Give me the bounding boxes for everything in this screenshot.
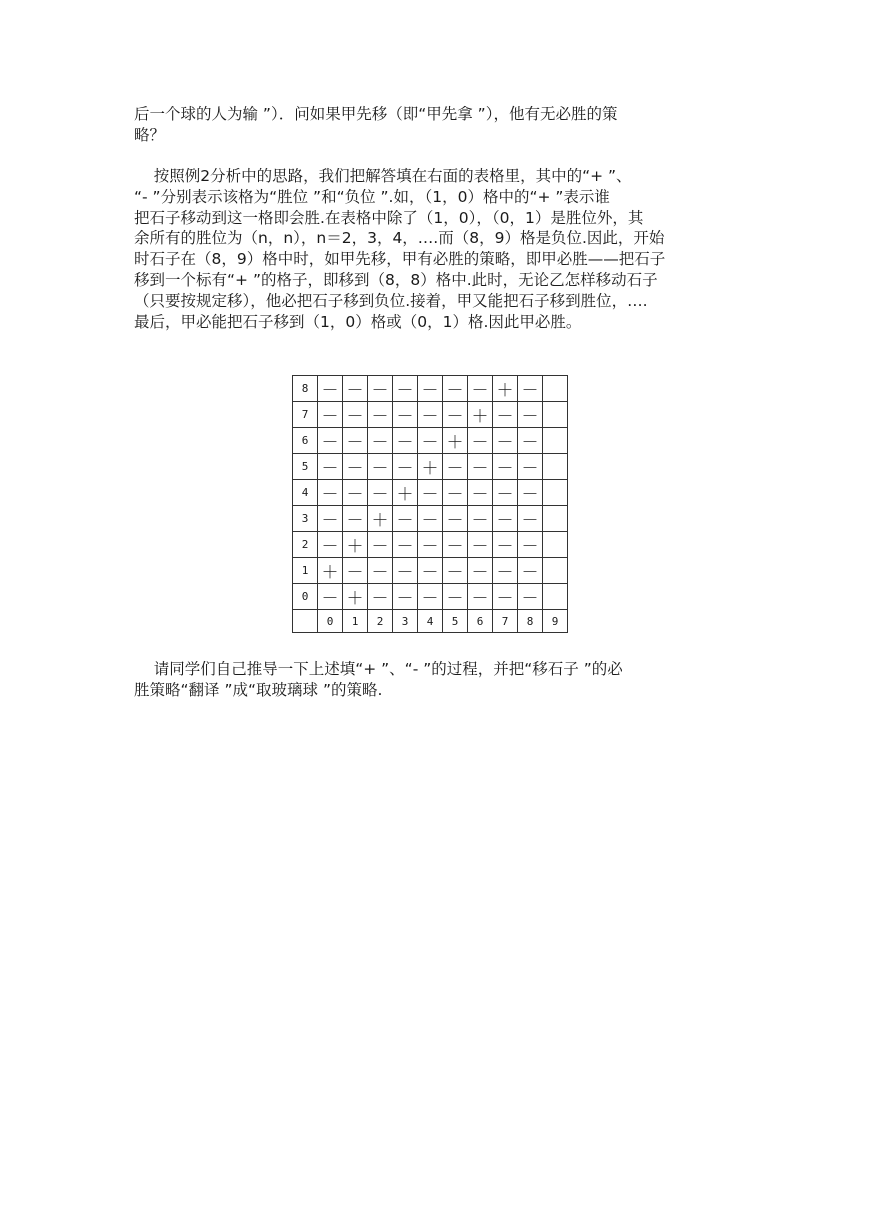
board-cell: － — [318, 532, 343, 558]
board-row — [293, 454, 568, 480]
text-line: 最后，甲必能把石子移到（1，0）格或（0，1）格.因此甲必胜。 — [134, 312, 582, 331]
board-cell: － — [468, 428, 493, 454]
column-label: 6 — [468, 610, 493, 633]
board-cell — [543, 558, 568, 584]
board-cell: － — [318, 428, 343, 454]
board-cell: － — [418, 402, 443, 428]
board-cell: ＋ — [468, 402, 493, 428]
row-label: 5 — [293, 454, 318, 480]
board-cell: － — [468, 454, 493, 480]
board-cell: － — [468, 558, 493, 584]
corner-cell — [293, 610, 318, 633]
row-label: 4 — [293, 480, 318, 506]
board-cell: － — [418, 558, 443, 584]
text-line: 请同学们自己推导一下上述填“+ ”、“- ”的过程，并把“移石子 ”的必 — [134, 660, 623, 678]
board-cell: － — [468, 532, 493, 558]
text-line: 时石子在（8，9）格中时，如甲先移，甲有必胜的策略，即甲必胜——把石子 — [134, 250, 666, 269]
board-cell: ＋ — [493, 376, 518, 402]
column-label: 0 — [318, 610, 343, 633]
board-cell: － — [493, 402, 518, 428]
column-label: 9 — [543, 610, 568, 633]
board-cell: － — [518, 532, 543, 558]
board-cell: － — [343, 506, 368, 532]
board-cell: － — [443, 480, 468, 506]
row-label: 0 — [293, 584, 318, 610]
board-row — [293, 402, 568, 428]
board-cell: － — [368, 428, 393, 454]
board-cell — [543, 454, 568, 480]
board-cell — [543, 506, 568, 532]
board-cell: － — [393, 454, 418, 480]
board-cell: － — [368, 558, 393, 584]
board-cell: － — [443, 532, 468, 558]
column-label: 4 — [418, 610, 443, 633]
column-label: 8 — [518, 610, 543, 633]
board-cell: － — [518, 428, 543, 454]
board-cell: － — [443, 558, 468, 584]
board-cell: － — [493, 506, 518, 532]
board-cell: － — [343, 428, 368, 454]
board-cell: － — [418, 506, 443, 532]
row-label: 3 — [293, 506, 318, 532]
board-row — [293, 532, 568, 558]
text-line: 把石子移动到这一格即会胜.在表格中除了（1，0），（0，1）是胜位外，其 — [134, 208, 644, 227]
board-cell — [543, 428, 568, 454]
text-line: 胜策略“翻译 ”成“取玻璃球 ”的策略. — [134, 680, 383, 699]
text-line: （只要按规定移），他必把石子移到负位.接着，甲又能把石子移到胜位，…. — [134, 291, 648, 310]
text-line: 后一个球的人为输 ”）．问如果甲先移（即“甲先拿 ”），他有无必胜的策 — [134, 105, 618, 123]
column-label: 1 — [343, 610, 368, 633]
board-cell: － — [468, 376, 493, 402]
board-cell: － — [318, 480, 343, 506]
board-cell: － — [393, 558, 418, 584]
board-cell: ＋ — [393, 480, 418, 506]
board-cell: － — [343, 402, 368, 428]
board-cell: － — [443, 584, 468, 610]
board-row — [293, 506, 568, 532]
board-cell: － — [518, 506, 543, 532]
board-cell: ＋ — [443, 428, 468, 454]
board-cell: － — [393, 506, 418, 532]
board-cell: － — [518, 584, 543, 610]
board-cell: － — [393, 428, 418, 454]
column-label: 5 — [443, 610, 468, 633]
board-cell: － — [368, 480, 393, 506]
paragraph-question — [134, 104, 734, 146]
board-cell — [543, 402, 568, 428]
board-cell: － — [393, 376, 418, 402]
game-board-table — [292, 375, 568, 633]
board-cell: － — [343, 558, 368, 584]
board-cell: － — [318, 506, 343, 532]
board-cell: － — [518, 480, 543, 506]
board-cell: ＋ — [318, 558, 343, 584]
board-cell: － — [393, 402, 418, 428]
board-cell: ＋ — [368, 506, 393, 532]
board-cell: － — [443, 454, 468, 480]
board-cell: ＋ — [418, 454, 443, 480]
board-cell: － — [418, 532, 443, 558]
board-cell: － — [343, 376, 368, 402]
board-cell: ＋ — [343, 532, 368, 558]
board-cell: － — [318, 376, 343, 402]
board-cell: － — [518, 402, 543, 428]
board-cell: － — [518, 454, 543, 480]
board-cell: － — [318, 584, 343, 610]
row-label: 2 — [293, 532, 318, 558]
board-cell: － — [493, 480, 518, 506]
column-label: 7 — [493, 610, 518, 633]
board-cell: － — [443, 402, 468, 428]
board-cell: － — [518, 558, 543, 584]
row-label: 8 — [293, 376, 318, 402]
board-cell: － — [318, 454, 343, 480]
board-cell — [543, 376, 568, 402]
board-cell: － — [318, 402, 343, 428]
text-line: “- ”分别表示该格为“胜位 ”和“负位 ”.如，（1，0）格中的“+ ”表示谁 — [134, 187, 610, 206]
board-cell: － — [368, 376, 393, 402]
text-line: 余所有的胜位为（n，n），n＝2，3，4，….而（8，9）格是负位.因此，开始 — [134, 229, 665, 248]
row-label: 6 — [293, 428, 318, 454]
board-cell: － — [493, 532, 518, 558]
column-label-row — [293, 610, 568, 633]
board-cell: － — [368, 454, 393, 480]
board-cell: － — [393, 532, 418, 558]
board-row — [293, 558, 568, 584]
board-cell — [543, 584, 568, 610]
board-cell: － — [418, 480, 443, 506]
board-cell — [543, 532, 568, 558]
text-line: 按照例2分析中的思路，我们把解答填在右面的表格里，其中的“+ ”、 — [134, 167, 632, 185]
board-row — [293, 584, 568, 610]
text-line: 移到一个标有“+ ”的格子，即移到（8，8）格中.此时，无论乙怎样移动石子 — [134, 270, 658, 289]
board-cell: － — [493, 454, 518, 480]
board-cell: － — [343, 454, 368, 480]
board-cell: － — [368, 402, 393, 428]
board-row — [293, 428, 568, 454]
row-label: 1 — [293, 558, 318, 584]
text-line: 略？ — [134, 125, 166, 144]
board-row — [293, 376, 568, 402]
row-label: 7 — [293, 402, 318, 428]
board-cell: － — [393, 584, 418, 610]
board-cell: － — [468, 480, 493, 506]
board-cell: － — [368, 532, 393, 558]
board-cell: － — [468, 584, 493, 610]
column-label: 2 — [368, 610, 393, 633]
paragraph-solution — [134, 166, 734, 332]
board-cell: － — [493, 428, 518, 454]
board-cell: － — [493, 558, 518, 584]
board-cell: － — [518, 376, 543, 402]
board-cell: － — [468, 506, 493, 532]
board-cell: － — [343, 480, 368, 506]
board-cell: － — [418, 376, 443, 402]
paragraph-exercise — [134, 659, 734, 701]
board-cell: － — [493, 584, 518, 610]
board-cell: － — [443, 376, 468, 402]
board-cell: － — [368, 584, 393, 610]
board-row — [293, 480, 568, 506]
board-cell — [543, 480, 568, 506]
board-cell: － — [443, 506, 468, 532]
board-cell: － — [418, 584, 443, 610]
board-cell: ＋ — [343, 584, 368, 610]
board-cell: － — [418, 428, 443, 454]
column-label: 3 — [393, 610, 418, 633]
